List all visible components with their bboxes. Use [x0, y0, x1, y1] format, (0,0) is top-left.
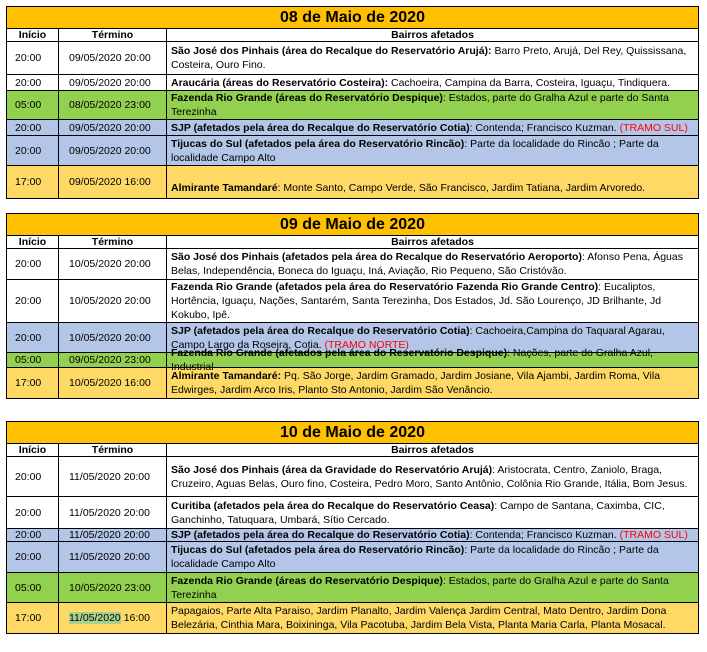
cell-bairros: [167, 75, 698, 90]
schedule-table-may-10: [6, 421, 699, 634]
header-inicio: Início: [7, 236, 59, 248]
cell-inicio: 17:00: [7, 166, 59, 198]
cell-bairros: [167, 347, 698, 373]
cell-inicio: 20:00: [7, 75, 59, 90]
cell-inicio: 20:00: [7, 529, 59, 541]
cell-termino: 10/05/2020 23:00: [59, 573, 167, 602]
table-title: 09 de Maio de 2020: [7, 214, 698, 236]
cell-inicio: 05:00: [7, 353, 59, 367]
table-row: [7, 75, 698, 91]
schedule-table-may-09: [6, 213, 699, 399]
neighborhoods: Barro Preto, Arujá, Del Rey, Quississana, Costeira, Ouro Fino.: [171, 45, 687, 71]
neighborhoods: : Afonso Pena, Águas Belas, Independência, Boneca do Iguaçu, Iná, Aviação, Rio Pequeno, São Cristóvão.: [171, 251, 683, 277]
cell-termino: 11/05/2020 20:00: [59, 529, 167, 541]
cell-bairros: [167, 166, 698, 198]
region-name: SJP (afetados pela área do Recalque do Reservatório Cotia): [171, 121, 470, 134]
cell-inicio: 20:00: [7, 457, 59, 496]
cell-bairros: [167, 573, 698, 602]
region-name: Araucária (áreas do Reservatório Costeira):: [171, 76, 389, 89]
neighborhoods: : Nações, parte do Gralha Azul, Industrial: [171, 347, 654, 373]
cell-bairros: [167, 368, 698, 398]
header-termino: Término: [59, 29, 167, 41]
highlighted-date: 11/05/2020: [69, 612, 121, 624]
region-name: Tijucas do Sul (afetados pela área do Reservatório Rincão): [171, 544, 465, 556]
table-row: [7, 249, 698, 280]
region-name: São José dos Pinhais (área da Gravidade do Reservatório Arujá): [171, 463, 493, 476]
neighborhoods: : Campo de Santana, Caximba, CIC, Ganchinho, Tatuquara, Umbará, Sítio Cercado.: [171, 499, 665, 526]
header-termino: Término: [59, 236, 167, 248]
table-header-row: [7, 444, 698, 457]
schedule-table-may-08: [6, 6, 699, 199]
cell-termino: 11/05/2020 20:00: [59, 497, 167, 528]
table-row: [7, 368, 698, 398]
cell-termino: 11/05/2020 20:00: [59, 542, 167, 572]
neighborhoods: : Aristocrata, Centro, Zaniolo, Braga, Cruzeiro, Aguas Belas, Ouro fino, Costeira, Pedro Moro, Santo Antônio, Colônia Rio Grande, Itália, Bom Jesus.: [171, 463, 688, 490]
termino-time: 16:00: [120, 612, 150, 624]
neighborhoods: : Estados, parte do Gralha Azul e parte do Santa Terezinha: [171, 92, 669, 118]
region-name: Fazenda Rio Grande (áreas do Reservatório Despique): [171, 92, 443, 104]
region-name: Almirante Tamandaré:: [171, 370, 282, 382]
cell-inicio: 20:00: [7, 280, 59, 322]
neighborhoods: : Eucaliptos, Hortência, Iguaçu, Nações, Santarém, Santa Terezinha, Dos Estados, Jd. São Lourenço, JD Brilhante, Jd Kokubo, Ipê.: [171, 281, 662, 321]
tramo-tag: (TRAMO SUL): [619, 529, 688, 541]
cell-termino: 09/05/2020 20:00: [59, 136, 167, 165]
region-name: Fazenda Rio Grande (afetados pela área do Reservatório Despique): [171, 347, 508, 359]
header-termino: Término: [59, 444, 167, 456]
cell-termino: 10/05/2020 20:00: [59, 280, 167, 322]
cell-bairros: [167, 120, 698, 135]
table-title: 08 de Maio de 2020: [7, 7, 698, 29]
neighborhoods: : Cachoeira,Campina do Taquaral Agarau, Campo Largo da Roseira, Cotia.: [171, 324, 665, 351]
region-name: Tijucas do Sul (afetados pela área do Reservatório Rincão): [171, 137, 465, 150]
region-name: SJP (afetados pela área do Recalque do Reservatório Cotia): [171, 529, 470, 541]
table-row: [7, 497, 698, 529]
neighborhoods: : Contenda; Francisco Kuzman.: [469, 529, 620, 541]
header-inicio: Início: [7, 444, 59, 456]
cell-bairros: [167, 91, 698, 119]
region-name: Curitiba (afetados pela área do Recalque do Reservatório Ceasa): [171, 499, 495, 512]
neighborhoods: : Monte Santo, Campo Verde, São Francisco, Jardim Tatiana, Jardim Arvoredo.: [277, 182, 646, 194]
neighborhoods: Pq. São Jorge, Jardim Gramado, Jardim Josiane, Vila Ajambi, Jardim Roma, Vila Edwirges, Jardim Arco Iris, Planto Sto Antonio, Jardim São Venâncio.: [171, 370, 661, 396]
header-inicio: Início: [7, 29, 59, 41]
table-row: [7, 166, 698, 198]
cell-bairros: [167, 542, 698, 572]
cell-inicio: 20:00: [7, 323, 59, 352]
table-row: [7, 280, 698, 323]
table-header-row: [7, 29, 698, 42]
tramo-tag: (TRAMO NORTE): [324, 338, 409, 351]
neighborhoods: : Parte da localidade do Rincão ; Parte da localidade Campo Alto: [171, 544, 659, 570]
table-row: [7, 603, 698, 633]
region-name: SJP (afetados pela área do Recalque do Reservatório Cotia): [171, 324, 470, 337]
neighborhoods: : Estados, parte do Gralha Azul e parte do Santa Terezinha: [171, 574, 669, 601]
cell-bairros: [167, 249, 698, 279]
header-bairros: Bairros afetados: [391, 236, 474, 248]
cell-bairros: [167, 280, 698, 322]
neighborhoods: Papagaios, Parte Alta Paraiso, Jardim Planalto, Jardim Valença Jardim Central, Mato Dentro, Jardim Dona Belezária, Cinthia Mara, Boixininga, Vila Pacotuba, Jardim Bela Vista, Planta Maria Carla, Planta Mosacal.: [171, 605, 667, 631]
cell-inicio: 05:00: [7, 91, 59, 119]
cell-bairros: [167, 457, 698, 496]
cell-inicio: 20:00: [7, 497, 59, 528]
region-name: São José dos Pinhais (afetados pela área do Recalque do Reservatório Aeroporto): [171, 251, 582, 263]
table-row: [7, 120, 698, 136]
table-title: 10 de Maio de 2020: [7, 422, 698, 444]
region-name: São José dos Pinhais (área do Recalque do Reservatório Arujá):: [171, 45, 492, 57]
cell-termino: 09/05/2020 20:00: [59, 75, 167, 90]
table-row: [7, 573, 698, 603]
cell-bairros: [167, 136, 698, 165]
cell-termino: 10/05/2020 20:00: [59, 323, 167, 352]
neighborhoods: : Parte da localidade do Rincão ; Parte da localidade Campo Alto: [171, 137, 659, 164]
cell-inicio: 20:00: [7, 136, 59, 165]
cell-termino: 10/05/2020 20:00: [59, 249, 167, 279]
region-name: Fazenda Rio Grande (afetados pela área do Reservatório Fazenda Rio Grande Centro): [171, 281, 599, 293]
header-bairros: Bairros afetados: [391, 29, 474, 41]
table-row: [7, 457, 698, 497]
tramo-tag: (TRAMO SUL): [619, 121, 688, 134]
cell-bairros: [167, 497, 698, 528]
cell-termino: 11/05/2020 20:00: [59, 457, 167, 496]
cell-inicio: 20:00: [7, 120, 59, 135]
cell-termino: 10/05/2020 16:00: [59, 368, 167, 398]
cell-bairros: [167, 42, 698, 74]
cell-termino: 09/05/2020 23:00: [59, 353, 167, 367]
cell-inicio: 17:00: [7, 603, 59, 633]
header-bairros: Bairros afetados: [391, 444, 474, 456]
cell-inicio: 20:00: [7, 42, 59, 74]
table-row: [7, 347, 698, 373]
region-name: Almirante Tamandaré: [171, 182, 278, 194]
table-header-row: [7, 236, 698, 249]
neighborhoods: Cachoeira, Campina da Barra, Costeira, Iguaçu, Tindiquera.: [388, 76, 670, 89]
cell-inicio: 20:00: [7, 542, 59, 572]
cell-bairros: [167, 529, 698, 541]
cell-termino: 09/05/2020 20:00: [59, 42, 167, 74]
cell-termino: 09/05/2020 20:00: [59, 120, 167, 135]
cell-termino: 08/05/2020 23:00: [59, 91, 167, 119]
table-row: [7, 42, 698, 75]
cell-inicio: 05:00: [7, 573, 59, 602]
cell-bairros: [167, 603, 698, 633]
table-row: [7, 542, 698, 573]
table-row: [7, 529, 698, 542]
cell-inicio: 20:00: [7, 249, 59, 279]
cell-termino: 09/05/2020 16:00: [59, 166, 167, 198]
cell-termino: [59, 603, 167, 633]
cell-inicio: 17:00: [7, 368, 59, 398]
region-name: Fazenda Rio Grande (áreas do Reservatório Despique): [171, 574, 443, 587]
table-row: [7, 136, 698, 166]
neighborhoods: : Contenda; Francisco Kuzman.: [469, 121, 620, 134]
table-row: [7, 91, 698, 120]
